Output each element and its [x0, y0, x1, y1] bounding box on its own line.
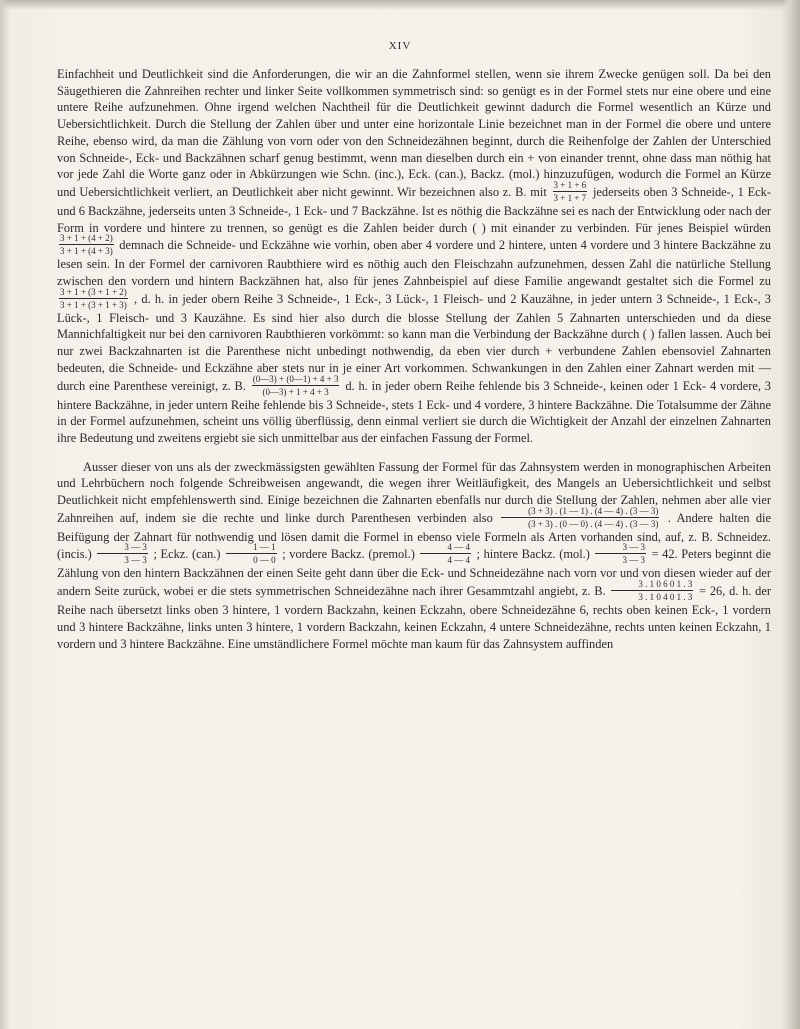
dental-formula — [97, 542, 148, 565]
dental-formula — [59, 287, 128, 310]
dental-formula — [501, 506, 659, 529]
text-run: , d. h. in jeder obern Reihe 3 Schneide-, 1 Eck-, 3 Lück-, 1 Fleisch- und 2 Kauzähne, in jeder untern 3 Schneide-, 1 Eck-, 3 Lück-, 1 Fleisch- und 3 Kauzähne. Es sind hier also durch die blosse Stellung der Zahlen 5 Zahnarten unterschieden und da diese Mannichfaltigkeit nur bei den carnivoren Raubthieren vorkömmt: so kann man die Verbindung der Backzähne durch ( ) fallen lassen. Auch bei nur zwei Backzahnarten ist die Parenthese nicht unbedingt nothwendig, da eben vier durch + verbundene Zahlen ebensoviel Zahnarten bedeuten, die Schneide- und Eckzähne aber stets nur in je einer Art vorkommen. Schwankungen in den Zahlen einer Zahnart werden mit — durch eine Parenthese vereinigt, z. B. — [57, 291, 771, 393]
formula-lower-row: 3 . 1 0 4 0 1 . 3 — [638, 592, 693, 603]
formula-upper-row: 3 + 1 + (4 + 2) — [60, 233, 113, 244]
formula-lower-row: 4 — 4 — [447, 555, 470, 566]
page-left-shadow — [0, 0, 10, 1029]
formula-lower-row: (3 + 3) . (0 — 0) . (4 — 4) . (3 — 3) — [528, 518, 659, 529]
formula-lower-row: 3 + 1 + (4 + 3) — [60, 246, 113, 257]
dental-formula — [553, 180, 588, 203]
dental-formula — [59, 233, 114, 256]
paragraph-1 — [57, 66, 771, 447]
dental-formula — [595, 542, 646, 565]
body-text — [57, 66, 771, 652]
paragraph-2 — [57, 459, 771, 653]
formula-upper-row: 4 — 4 — [420, 542, 471, 554]
text-run: ; hintere Backz. (mol.) — [476, 547, 590, 562]
text-run: ; vordere Backz. (premol.) — [282, 547, 415, 562]
formula-upper-row: 3 — 3 — [595, 542, 646, 554]
formula-lower-row: (0—3) + 1 + 4 + 3 — [262, 386, 329, 397]
text-run: demnach die Schneide- und Eckzähne wie vorhin, oben aber 4 vordere und 2 hintere, unten 4 vordere und 3 hintere Backzähne zu lesen sein. In der Formel der carnivoren Raubthiere wird es nöthig auch den Fleischzahn aufzunehmen, dessen Zahl die natürliche Stellung zwischen den vordern und hintern Backzähnen hat, also für jenes Zahnbeispiel auf diese Familie angewandt gestaltet sich die Formel zu — [57, 238, 771, 289]
dental-formula — [611, 579, 693, 602]
formula-upper-row: 3 + 1 + (3 + 1 + 2) — [60, 286, 127, 297]
text-run: jederseits oben 3 Schneide-, 1 Eck- und 6 Backzähne, jederseits unten 3 Schneide-, 1 Eck- und 7 Backzähne. Ist es nöthig die Backzähne sei es nach der Entwicklung oder nach der Form in vordere und hintere zu trennen, so genügt es die Zahlen beider durch ( ) mit einander zu verbinden. Für jenes Beispiel würden — [57, 184, 771, 235]
formula-lower-row: 0 — 0 — [253, 555, 276, 566]
text-run: Einfachheit und Deutlichkeit sind die Anforderungen, die wir an die Zahnformel stellen, wenn sie ihrem Zwecke genügen soll. Da bei den Säugethieren die Zahnreihen rechter und linker Seite vollkommen symmetrisch sind: so genügt es in der Formel stets nur eine obere und eine untere Reihe aufzunehmen. Ohne irgend welchen Nachtheil für die Deutlichkeit gewinnt dadurch die Formel wesentlich an Kürze und Uebersichtlichkeit. Durch die Stellung der Zahlen über und unter eine horizontale Linie bezeichnet man in der Formel die obere und untere Reihe, ebenso wird, da man die Zählung von vorn oder von den Schneidezähnen beginnt, durch die Reihenfolge der Zahlen der Unterschied von Schneide-, Eck- und Backzähnen scharf genug bestimmt, wenn man dieselben durch ein + von einander trennt, ohne dass man nöthig hat vor jede Zahl die Worte ganz oder in Abkürzungen wie Schn. (inc.), Eck. (can.), Backz. (mol.) hinzuzufügen, wodurch die Formel an Kürze und Uebersichtlichkeit verliert, an Deutlichkeit aber nicht gewinnt. Wir bezeichnen also z. B. mit — [57, 67, 771, 199]
formula-upper-row: 3 — 3 — [97, 542, 148, 554]
page-right-shadow — [782, 0, 800, 1029]
dental-formula — [420, 542, 471, 565]
page-top-shadow — [0, 0, 800, 10]
formula-upper-row: (0—3) + (0—1) + 4 + 3 — [252, 373, 339, 384]
formula-lower-row: 3 + 1 + (3 + 1 + 3) — [60, 299, 127, 310]
formula-lower-row: 3 — 3 — [622, 555, 645, 566]
formula-lower-row: 3 — 3 — [124, 555, 147, 566]
formula-upper-row: 3 . 1 0 6 0 1 . 3 — [611, 579, 693, 591]
text-run: Ausser dieser von uns als der zweckmässigsten gewählten Fassung der Formel für das Zahnsystem werden in monographischen Arbeiten und Lehrbüchern noch folgende Schreibweisen angewandt, die wegen ihrer Weitläufigkeit, des Mangels an Uebersichtlichkeit und selbst Deutlichkeit nicht empfehlenswerth sind. Einige bezeichnen die Zahnarten ebenfalls nur durch die Stellung der Zahlen, nehmen aber alle vier Zahnreihen auf, indem sie die rechte und linke durch Parenthesen verbinden also — [57, 459, 771, 525]
text-run: . Andere halten die Beifügung der Zahnart für nothwendig und lösen damit die Formel in ebenso viele Formeln als Arten vorhanden sind, auf, z. B. Schneidez. (incis.) — [57, 510, 771, 562]
text-run: d. h. in jeder obern Reihe fehlende bis 3 Schneide-, keinen oder 1 Eck- 4 vordere, 3 hintere Backzähne, in jeder untern Reihe fehlende bis 3 Schneide-, stets 1 Eck- und 4 vordere, 3 hintere Backzähne. Die Totalsumme der Zähne in der Formel aufzunehmen, scheint uns völlig überflüssig, denn einmal verliert sie durch die Wichtigkeit der Anzahl der einzelnen Zahnarten ihre Bedeutung und zweitens ergiebt sie sich unmittelbar aus der einfachen Fassung der Formel. — [57, 378, 771, 445]
formula-upper-row: 3 + 1 + 6 — [553, 179, 587, 190]
formula-upper-row: (3 + 3) . (1 — 1) . (4 — 4) . (3 — 3) — [501, 506, 659, 518]
formula-lower-row: 3 + 1 + 7 — [553, 192, 587, 203]
dental-formula — [252, 374, 340, 397]
text-run: ; Eckz. (can.) — [153, 547, 221, 562]
page-number: XIV — [388, 40, 412, 52]
formula-upper-row: 1 — 1 — [226, 542, 277, 554]
dental-formula — [226, 542, 277, 565]
text-run: = 42. Peters beginnt die Zählung von den hintern Backzähnen der einen Seite geht dann über die Eck- und Schneidezähne nach vorn vor und von diesen wieder auf der andern Seite zurück, wobei er die stets symmetrischen Schneidezähne nach ihrer Gesammtzahl angiebt, z. B. — [57, 547, 772, 599]
text-run: = 26, d. h. der Reihe nach übersetzt links oben 3 hintere, 1 vordern Backzahn, keinen Eckzahn, obere Schneidezähne 6, rechts oben keinen Eck-, 1 vordern und 3 hintere Backzähne, links unten 3 hintere, 1 vordern Backzahn, keinen Eckzahn, 4 untere Schneidezähne, rechts unten keinen Eckzahn, 1 vordern und 3 hintere Backzähne. Eine umständlichere Formel möchte man kaum für das Zahnsystem auffinden — [57, 584, 771, 651]
